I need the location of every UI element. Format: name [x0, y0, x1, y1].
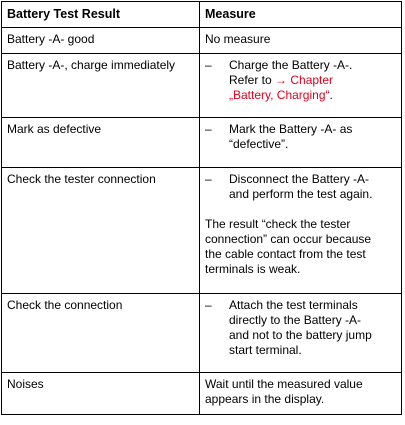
chapter-link[interactable]: → Chapter	[275, 73, 334, 87]
bullet-line: Attach the test terminals	[229, 298, 358, 312]
measure-line: appears in the display.	[205, 392, 325, 406]
bullet-dash: –	[205, 298, 212, 312]
bullet-text	[229, 298, 396, 358]
bullet-line	[229, 73, 396, 88]
bullet-item	[205, 298, 396, 358]
table-header-row	[2, 2, 402, 28]
table-row	[2, 28, 402, 54]
result-cell: Noises	[2, 373, 200, 415]
header-measure: Measure	[200, 2, 402, 28]
measure-cell	[200, 373, 402, 415]
result-cell: Mark as defective	[2, 118, 200, 168]
result-cell: Battery -A- good	[2, 28, 200, 54]
table-row	[2, 54, 402, 118]
bullet-text	[229, 172, 396, 202]
refer-to-text: Refer to	[229, 73, 276, 87]
bullet-line	[229, 88, 396, 103]
note-paragraph	[205, 217, 396, 277]
bullet-line: and not to the battery jump	[229, 328, 372, 342]
measure-cell	[200, 118, 402, 168]
note-line: The result “check the tester	[205, 217, 351, 231]
bullet-text	[229, 58, 396, 103]
bullet-text	[229, 122, 396, 152]
table-row	[2, 168, 402, 294]
note-line: the cable contact from the test	[205, 247, 366, 261]
result-cell: Check the tester connection	[2, 168, 200, 294]
bullet-line: directly to the Battery -A-	[229, 313, 362, 327]
table-row	[2, 373, 402, 415]
bullet-dash: –	[205, 58, 212, 72]
battery-test-result-table	[1, 1, 402, 415]
result-cell: Check the connection	[2, 294, 200, 373]
link-suffix: .	[329, 88, 333, 102]
table-row	[2, 118, 402, 168]
measure-cell: No measure	[200, 28, 402, 54]
measure-cell	[200, 168, 402, 294]
result-cell: Battery -A-, charge immediately	[2, 54, 200, 118]
bullet-line: and perform the test again.	[229, 187, 373, 201]
bullet-item	[205, 58, 396, 103]
chapter-link-title[interactable]: „Battery, Charging“	[229, 88, 330, 102]
measure-cell	[200, 294, 402, 373]
bullet-line: Mark the Battery -A- as	[229, 122, 353, 136]
bullet-item	[205, 172, 396, 202]
table-row	[2, 294, 402, 373]
bullet-line: start terminal.	[229, 343, 302, 357]
measure-cell	[200, 54, 402, 118]
note-line: connection” can occur because	[205, 232, 372, 246]
measure-line: Wait until the measured value	[205, 377, 363, 391]
bullet-dash: –	[205, 122, 212, 136]
bullet-line: Disconnect the Battery -A-	[229, 172, 370, 186]
bullet-line: “defective”.	[229, 137, 289, 151]
bullet-item	[205, 122, 396, 152]
note-line: terminals is weak.	[205, 262, 301, 276]
bullet-dash: –	[205, 172, 212, 186]
bullet-line: Charge the Battery -A-.	[229, 58, 353, 72]
header-battery-test-result: Battery Test Result	[2, 2, 200, 28]
